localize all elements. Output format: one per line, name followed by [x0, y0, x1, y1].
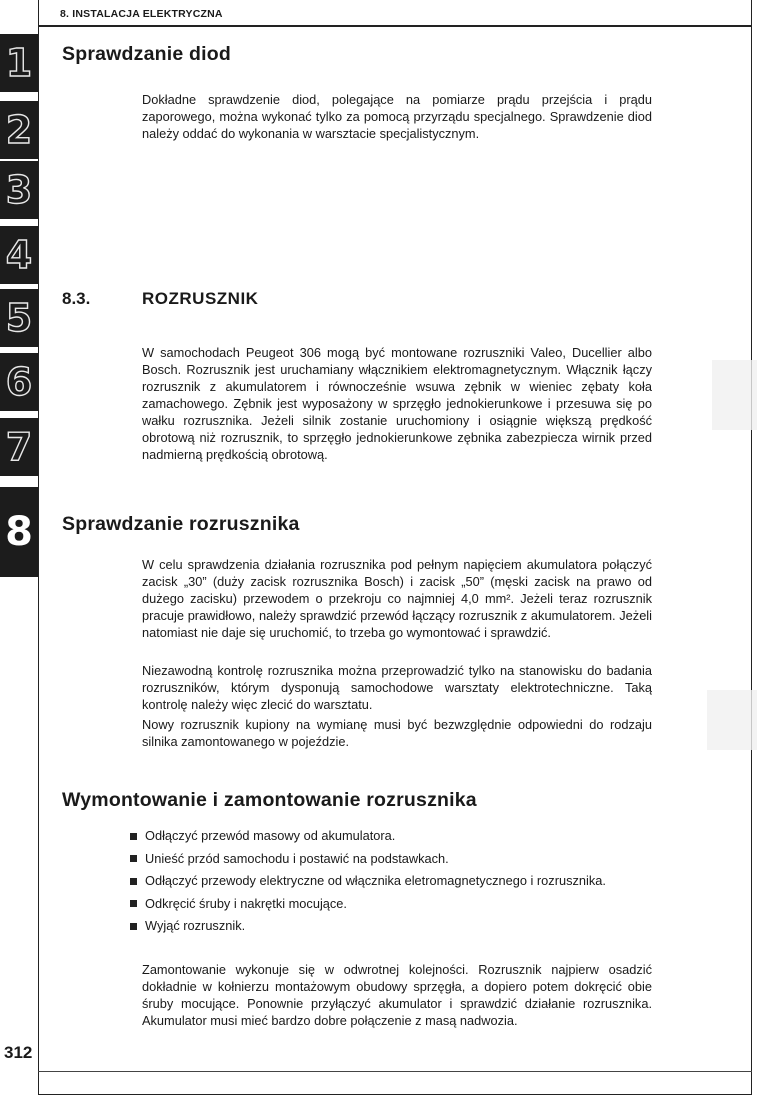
list-item: Odłączyć przewód masowy od akumulatora.: [127, 827, 657, 844]
running-head: 8. INSTALACJA ELEKTRYCZNA: [60, 8, 223, 20]
removal-heading: Wymontowanie i zamontowanie rozrusznika: [62, 789, 477, 811]
list-item: Unieść przód samochodu i postawić na podstawkach.: [127, 850, 657, 867]
chapter-tab[interactable]: 6: [0, 353, 38, 413]
check-heading: Sprawdzanie rozrusznika: [62, 513, 300, 535]
chapter-tab[interactable]: 3: [0, 161, 38, 221]
section-number: 8.3.: [62, 289, 91, 308]
check-paragraph-3: Nowy rozrusznik kupiony na wymianę musi być bezwzględnie odpowiedni do rodzaju silnika zamontowanego w pojeździe.: [142, 717, 652, 749]
bullet-square-icon: [130, 855, 137, 862]
removal-steps: [127, 827, 657, 940]
diodes-heading: Sprawdzanie diod: [62, 43, 231, 65]
bullet-square-icon: [130, 878, 137, 885]
starter-paragraph: W samochodach Peugeot 306 mogą być montowane rozruszniki Valeo, Ducellier albo Bosch. Rozrusznik jest uruchamiany włącznikiem elektromagnetycznym. Włącznik łączy rozrusznik z akumulatorem i równocześnie wsuwa zębnik w wieniec zębaty koła zamachowego. Zębnik jest wyposażony w sprzęgło jednokierunkowe i przesuwa się po wałku rozrusznika. Jeżeli silnik zostanie uruchomiony i osiągnie większą prędkość obrotową niż rozrusznik, to sprzęgło jednokierunkowe zębnika zabezpiecza wirnik przed nadmierną prędkością obrotową.: [142, 345, 652, 462]
section-title: ROZRUSZNIK: [142, 289, 259, 308]
chapter-tab[interactable]: 7: [0, 418, 38, 478]
page-number: 312: [4, 1043, 33, 1062]
header-rule: [38, 25, 752, 27]
chapter-tab[interactable]: 2: [0, 101, 38, 161]
show-through-shade: [712, 360, 757, 430]
list-item: Odkręcić śruby i nakrętki mocujące.: [127, 895, 657, 912]
diodes-paragraph: Dokładne sprawdzenie diod, polegające na pomiarze prądu przejścia i prądu zaporowego, można wykonać tylko za pomocą przyrządu specjalnego. Sprawdzenie diod należy oddać do wykonania w warsztacie specjalistycznym.: [142, 92, 652, 141]
bullet-square-icon: [130, 923, 137, 930]
bullet-square-icon: [130, 833, 137, 840]
show-through-shade: [707, 690, 757, 750]
chapter-tab[interactable]: 4: [0, 226, 38, 286]
check-paragraph-1: W celu sprawdzenia działania rozrusznika pod pełnym napięciem akumulatora połączyć zacisk „30” (duży zacisk rozrusznika Bosch) i zacisk „50” (męski zacisk na prawo od dużego zacisku) przewodem o przekroju co najmniej 4,0 mm². Jeżeli teraz rozrusznik pracuje prawidłowo, należy sprawdzić przewód łączący rozrusznik z akumulatorem. Jeżeli natomiast nie daje się uruchomić, to trzeba go wymontować i sprawdzić.: [142, 557, 652, 640]
chapter-tab[interactable]: 5: [0, 289, 38, 349]
removal-closing-paragraph: Zamontowanie wykonuje się w odwrotnej kolejności. Rozrusznik najpierw osadzić dokładnie w kołnierzu montażowym obudowy sprzęgła, a dopiero potem dokręcić obie śruby mocujące. Ponownie przyłączyć akumulator i sprawdzić działanie rozrusznika. Akumulator musi mieć bardzo dobre połączenie z masą nadwozia.: [142, 962, 652, 1028]
check-paragraph-2: Niezawodną kontrolę rozrusznika można przeprowadzić tylko na stanowisku do badania rozruszników, którym dysponują samochodowe warsztaty elektrotechniczne. Taką kontrolę należy więc zlecić do warsztatu.: [142, 663, 652, 712]
chapter-tab[interactable]: 1: [0, 34, 38, 94]
bullet-square-icon: [130, 900, 137, 907]
list-item: Wyjąć rozrusznik.: [127, 917, 657, 934]
chapter-tab-active[interactable]: 8: [0, 487, 38, 579]
list-item: Odłączyć przewody elektryczne od włącznika eletromagnetycznego i rozrusznika.: [127, 872, 657, 889]
footer-rule: [38, 1071, 752, 1072]
